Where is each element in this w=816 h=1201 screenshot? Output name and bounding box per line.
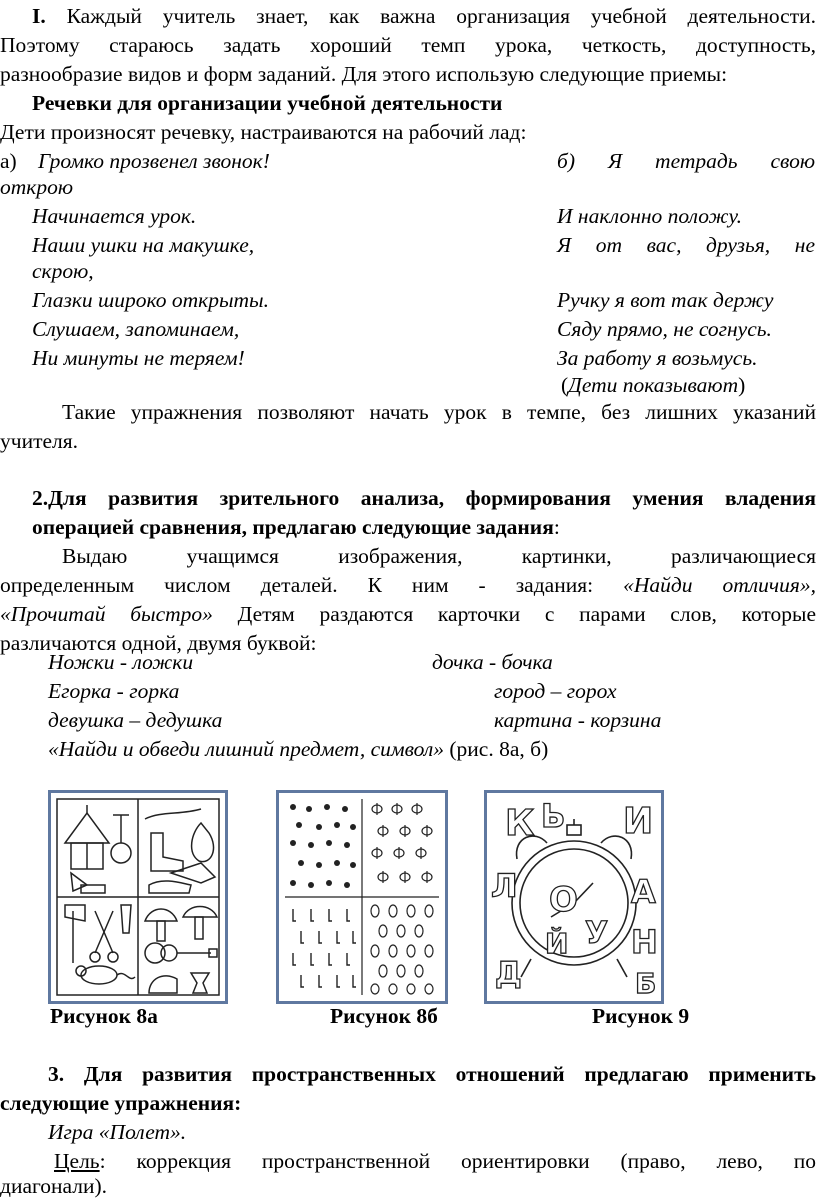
pair-right-2: город – горох xyxy=(494,679,617,703)
poem-a-line-2: Начинается урок. xyxy=(32,204,197,228)
poem-a-line-3: Наши ушки на макушке, xyxy=(32,233,255,257)
section-2-heading-2: операцией сравнения, предлагаю следующие задания: xyxy=(32,515,560,539)
letter-i-short: Й xyxy=(545,927,569,960)
letter-n: Н xyxy=(631,923,658,961)
section-1-number: I. xyxy=(32,4,46,28)
section-1-heading: Речевки для организации учебной деятельности xyxy=(32,91,503,115)
poem-b-line-3: Я от вас, друзья, не xyxy=(557,233,815,257)
pair-right-3: картина - корзина xyxy=(494,708,662,732)
para-line-3: «Прочитай быстро» Детям раздаются карточки с парами слов, которые xyxy=(0,602,816,626)
marker-a: а) xyxy=(0,149,17,173)
figure-9-drawing xyxy=(487,793,661,1001)
intro-text-1: Каждый учитель знает, как важна организация учебной деятельности. xyxy=(66,4,816,28)
para-line-2: определенным числом деталей. К ним - задания: «Найди отличия», xyxy=(0,573,816,597)
poem-b-line-3-wrap: скрою, xyxy=(32,259,94,283)
lead-text: Дети произносят речевку, настраиваются на рабочий лад: xyxy=(0,120,527,144)
pair-left-1: Ножки - ложки xyxy=(48,650,194,674)
phi-pattern xyxy=(372,803,432,883)
goal-line-1: Цель: коррекция пространственной ориентировки (право, лево, по xyxy=(54,1149,816,1173)
dots-pattern-1 xyxy=(290,804,356,888)
letter-soft-sign: Ь xyxy=(541,797,566,835)
goal-line-2: диагонали). xyxy=(0,1174,108,1198)
figure-8a xyxy=(48,790,228,1004)
poem-b-line-1: б) Я тетрадь свою xyxy=(557,149,815,173)
letter-k: К xyxy=(505,803,535,844)
para-line-1: Выдаю учащимся изображения, картинки, различающиеся xyxy=(62,544,816,568)
intro-line-1 xyxy=(0,2,816,31)
letter-u: У xyxy=(585,916,609,951)
summary-line-1: Такие упражнения позволяют начать урок в темпе, без лишних указаний xyxy=(62,400,816,424)
pair-left-2: Егорка - горка xyxy=(48,679,180,703)
intro-line-3: разнообразие видов и форм заданий. Для этого использую следующие приемы: xyxy=(0,62,728,86)
intro-line-2: Поэтому стараюсь задать хороший темп урока, четкость, доступность, xyxy=(0,33,816,57)
letter-i: И xyxy=(623,801,654,842)
goal-label: Цель xyxy=(54,1149,100,1173)
poem-b-line-2: И наклонно положу. xyxy=(557,204,743,228)
caption-8b: Рисунок 8б xyxy=(330,1004,438,1028)
section-2-heading-1: 2.Для развития зрительного анализа, формирования умения владения xyxy=(32,486,816,510)
letter-d: Д xyxy=(495,956,522,991)
pair-left-3: девушка – дедушка xyxy=(48,708,223,732)
letter-o: О xyxy=(549,880,578,920)
letter-b: Б xyxy=(635,967,657,1000)
pair-right-1: дочка - бочка xyxy=(432,650,553,674)
poem-b-line-1-wrap: открою xyxy=(0,175,73,199)
zeros-pattern xyxy=(371,905,433,994)
letter-a: А xyxy=(631,873,656,911)
poem-a-line-4: Глазки широко открыты. xyxy=(32,288,269,312)
figure-8b-drawing xyxy=(279,793,445,1001)
poem-b-line-5: Сяду прямо, не согнусь. xyxy=(557,317,772,341)
para-line-4: различаются одной, двумя буквой: xyxy=(0,631,317,655)
section-3-heading-2: следующие упражнения: xyxy=(0,1091,242,1115)
figure-8a-drawing xyxy=(51,793,225,1001)
game-title: Игра «Полет». xyxy=(48,1120,187,1144)
poem-b-line-6: За работу я возьмусь. xyxy=(557,346,758,370)
poem-a-line-5: Слушаем, запоминаем, xyxy=(32,317,240,341)
summary-line-2: учителя. xyxy=(0,429,79,453)
section-3-heading-1: 3. Для развития пространственных отношений предлагаю применить xyxy=(48,1062,816,1086)
figure-8b xyxy=(276,790,448,1004)
letter-l: Л xyxy=(491,867,518,905)
task-line: «Найди и обведи лишний предмет, символ» (рис. 8а, б) xyxy=(48,737,549,761)
caption-8a: Рисунок 8а xyxy=(50,1004,158,1028)
poem-a-line-1: Громко прозвенел звонок! xyxy=(38,149,270,173)
caption-9: Рисунок 9 xyxy=(592,1004,690,1028)
figure-9 xyxy=(484,790,664,1004)
strokes-pattern xyxy=(293,909,356,987)
children-note: (Дети показывают) xyxy=(561,373,746,397)
poem-a-line-6: Ни минуты не теряем! xyxy=(32,346,245,370)
poem-b-line-4: Ручку я вот так держу xyxy=(557,288,774,312)
